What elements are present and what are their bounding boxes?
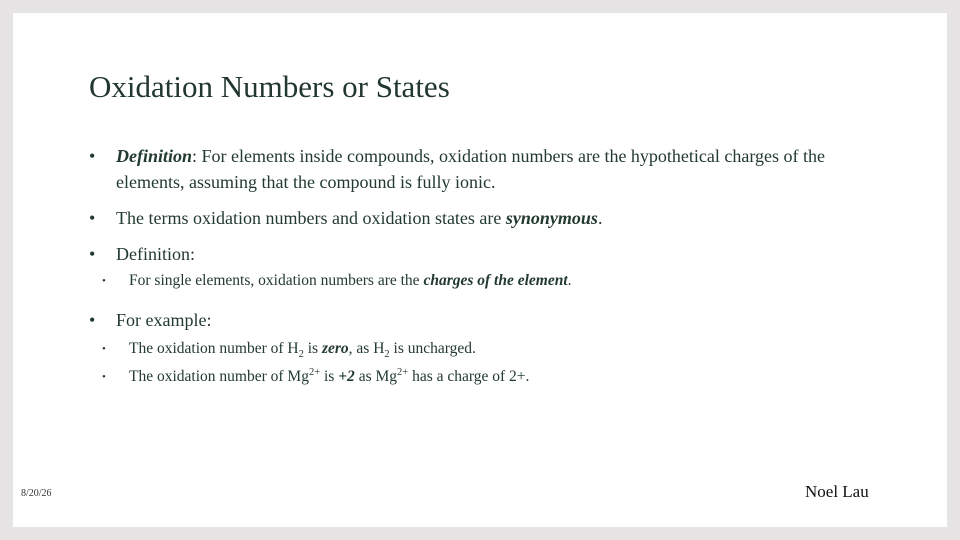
- slide-title: Oxidation Numbers or States: [89, 69, 450, 104]
- bullet-marker: •: [89, 310, 96, 330]
- mg-emphasis: +2: [338, 368, 355, 385]
- slide: [13, 13, 947, 527]
- mg-superscript: 2+: [308, 366, 321, 378]
- definition-2-text: Definition:: [116, 244, 195, 264]
- mg-text-3: as Mg: [354, 368, 398, 385]
- sub-bullet-single-elements: [89, 269, 879, 293]
- h2-text-3: , as H: [348, 340, 385, 357]
- for-example-text: For example:: [116, 310, 212, 330]
- single-elements-text: For single elements, oxidation numbers are the: [129, 272, 424, 289]
- synonymous-period: .: [597, 208, 603, 228]
- definition-text: : For elements inside compounds, oxidation numbers are the hypothetical charges of the elements, assuming that the compound is fully ionic.: [116, 146, 826, 192]
- sub-bullet-marker: •: [102, 275, 106, 287]
- bullet-marker: •: [89, 146, 96, 166]
- bullet-marker: •: [89, 208, 96, 228]
- single-elements-emphasis: charges of the element: [423, 272, 568, 289]
- bullet-definition: [89, 143, 879, 195]
- h2-subscript: 2: [298, 349, 304, 361]
- mg-text-2: is: [320, 368, 339, 385]
- h2-text-2: is: [303, 340, 322, 357]
- h2-text-1: The oxidation number of H: [129, 340, 299, 357]
- synonymous-emphasis: synonymous: [505, 208, 598, 228]
- bullet-marker: •: [89, 244, 96, 264]
- mg-text-4: has a charge of 2+.: [408, 368, 530, 385]
- bullet-for-example: [89, 307, 879, 333]
- footer-date: 8/20/26: [21, 488, 52, 499]
- sub-bullet-h2: [89, 337, 879, 361]
- synonymous-text: The terms oxidation numbers and oxidation states are: [116, 208, 506, 228]
- bullet-definition-2: [89, 241, 879, 267]
- sub-bullet-marker: •: [102, 371, 106, 383]
- definition-term: Definition: [116, 146, 193, 166]
- footer-author: Noel Lau: [805, 482, 869, 501]
- bullet-synonymous: [89, 205, 879, 231]
- h2-text-4: is uncharged.: [389, 340, 476, 357]
- sub-bullet-marker: •: [102, 343, 106, 355]
- slide-content: [89, 143, 879, 389]
- mg-superscript-2: 2+: [397, 366, 409, 378]
- h2-emphasis: zero: [321, 340, 349, 357]
- single-elements-period: .: [567, 272, 572, 289]
- sub-bullet-mg: [89, 365, 879, 389]
- h2-subscript-2: 2: [384, 349, 390, 361]
- mg-text-1: The oxidation number of Mg: [129, 368, 309, 385]
